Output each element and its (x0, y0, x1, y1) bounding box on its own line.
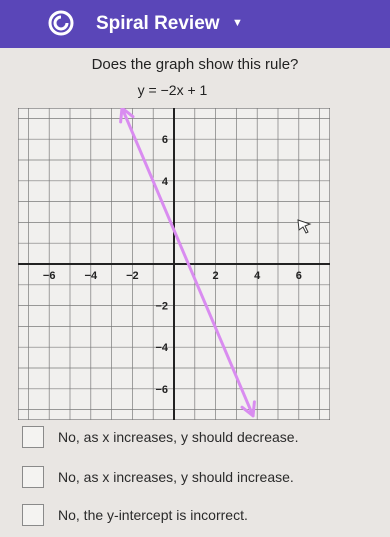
x-tick-label: 2 (212, 270, 219, 282)
x-tick-label: −4 (84, 270, 98, 282)
graph-svg (18, 108, 330, 420)
option-label: No, the y-intercept is incorrect. (58, 507, 248, 523)
y-tick-label: −2 (155, 300, 168, 313)
option-label: No, as x increases, y should decrease. (58, 429, 299, 445)
answer-option-1[interactable] (22, 420, 299, 454)
x-tick-label: 6 (295, 270, 302, 282)
checkbox[interactable] (22, 504, 44, 526)
x-tick-label: 4 (254, 270, 261, 282)
y-tick-label: −6 (155, 383, 168, 396)
spiral-logo-icon (48, 10, 74, 36)
y-tick-label: −4 (155, 342, 168, 355)
coordinate-graph (18, 108, 330, 425)
option-label: No, as x increases, y should increase. (58, 469, 294, 485)
x-tick-label: −2 (126, 270, 139, 282)
answer-option-2[interactable] (22, 460, 294, 494)
app-header (0, 0, 390, 48)
rule-equation: y = −2x + 1 (137, 82, 208, 98)
y-tick-label: 4 (161, 175, 168, 188)
x-tick-label: −6 (42, 270, 56, 282)
caret-down-icon[interactable]: ▼ (232, 17, 243, 29)
y-tick-label: 6 (161, 134, 168, 147)
pointer-cursor-icon (296, 218, 314, 241)
header-title[interactable]: Spiral Review (96, 13, 220, 34)
answer-option-3[interactable] (22, 498, 248, 532)
checkbox[interactable] (22, 466, 44, 488)
checkbox[interactable] (22, 426, 44, 448)
question-prompt: Does the graph show this rule? (91, 56, 299, 73)
